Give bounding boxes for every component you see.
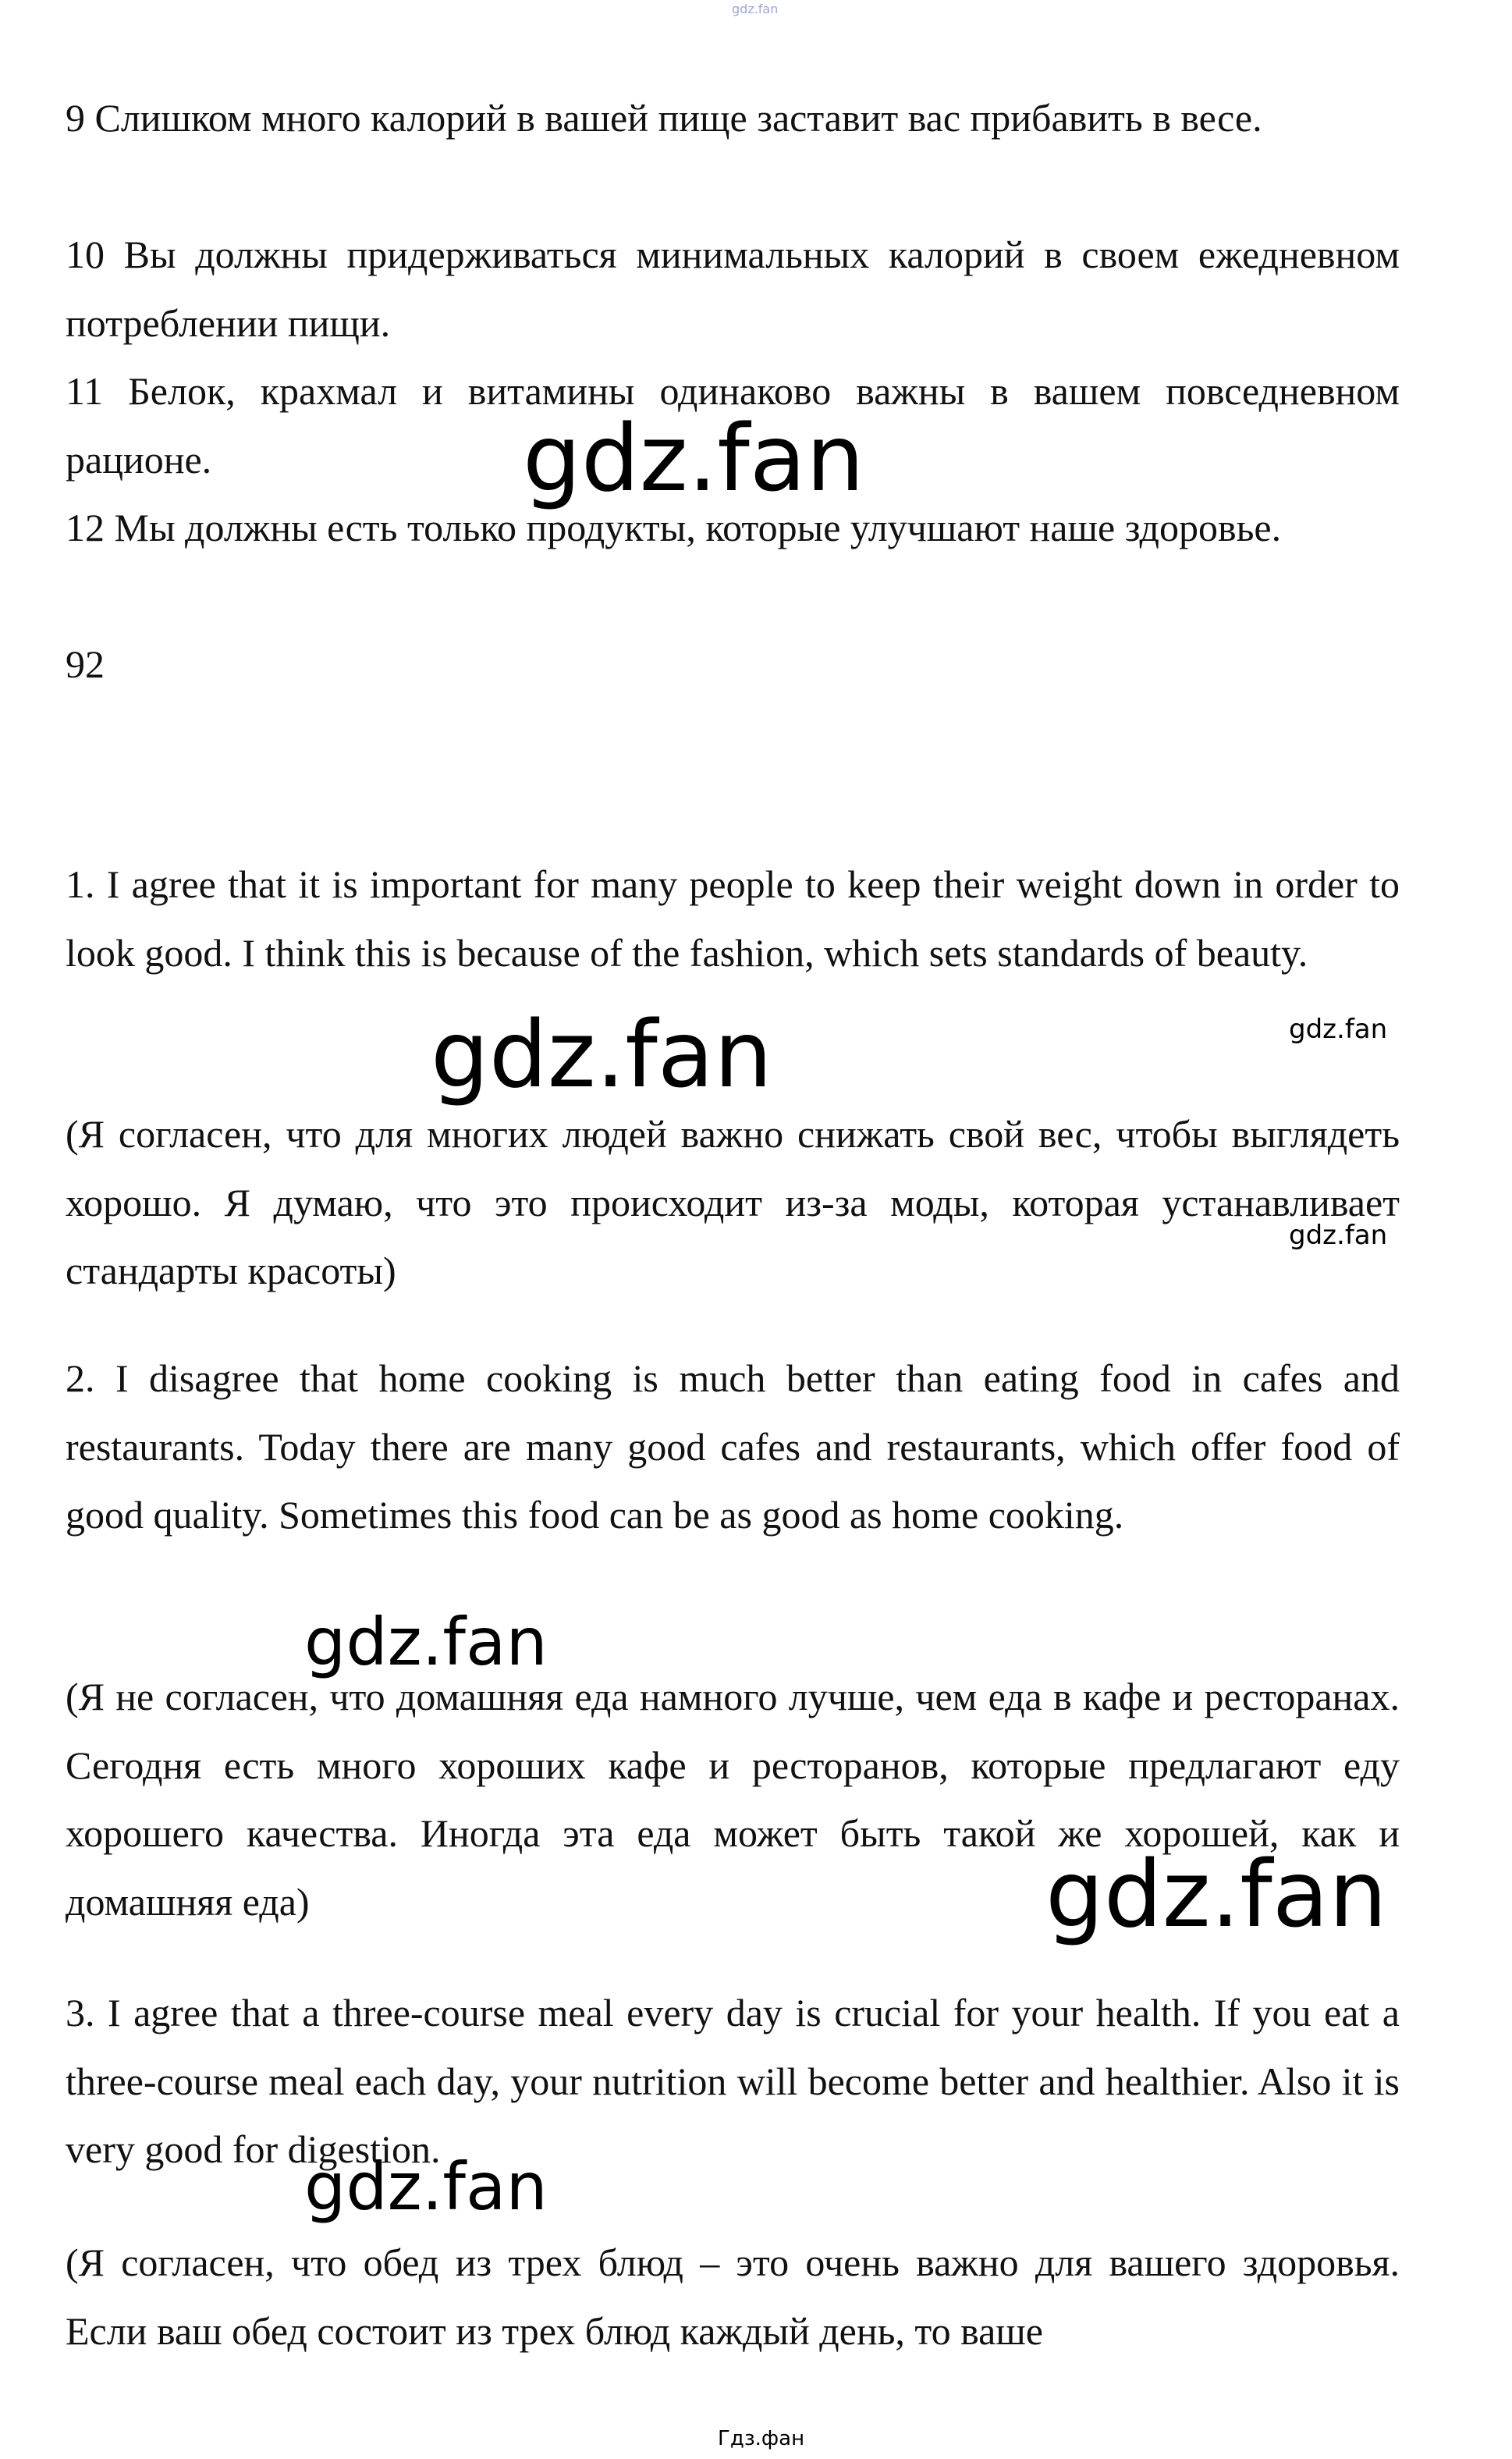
top-watermark: gdz.fan bbox=[732, 2, 779, 16]
answer-3-english: 3. I agree that a three-course meal every day is crucial for your health. If you eat a three-course meal each day, your nutrition will become better and healthier. Also it is very good for digestion. bbox=[66, 1991, 1400, 2171]
item-11: 11 Белок, крахмал и витамины одинаково важны в вашем повседневном рационе. bbox=[66, 369, 1400, 481]
watermark: gdz.fan bbox=[1045, 1840, 1387, 1948]
item-9: 9 Слишком много калорий в вашей пище заставит вас прибавить в весе. bbox=[66, 96, 1262, 140]
watermark: gdz.fan bbox=[304, 2148, 548, 2225]
watermark: gdz.fan bbox=[431, 1000, 772, 1108]
item-12: 12 Мы должны есть только продукты, которые улучшают наше здоровье. bbox=[66, 506, 1282, 549]
answer-1-english: 1. I agree that it is important for many people to keep their weight down in order to look good. I think this is because of the fashion, which sets standards of beauty. bbox=[66, 862, 1400, 975]
watermark: gdz.fan bbox=[1289, 1014, 1388, 1045]
answer-1-russian: (Я согласен, что для многих людей важно снижать свой вес, чтобы выглядеть хорошо. Я думаю, что это происходит из-за моды, которая устанавливает стандарты красоты) bbox=[66, 1112, 1400, 1292]
page-number: 92 bbox=[66, 642, 105, 686]
answer-2-russian: (Я не согласен, что домашняя еда намного лучше, чем еда в кафе и ресторанах. Сегодня есть много хороших кафе и ресторанов, которые предлагают еду хорошего качества. Иногда эта еда может быть такой же хорошей, как и домашняя еда) bbox=[66, 1675, 1400, 1924]
watermark: gdz.fan bbox=[304, 1604, 548, 1680]
item-10: 10 Вы должны придерживаться минимальных калорий в своем ежедневном потреблении пищи. bbox=[66, 233, 1400, 345]
answer-2-english: 2. I disagree that home cooking is much better than eating food in cafes and restaurants. Today there are many good cafes and restaurants, which offer food of good quality. Sometimes this food can be as good as home cooking. bbox=[66, 1356, 1400, 1537]
watermark: gdz.fan bbox=[1289, 1220, 1388, 1251]
answer-3-russian: (Я согласен, что обед из трех блюд – это очень важно для вашего здоровья. Если ваш обед состоит из трех блюд каждый день, то ваше bbox=[66, 2240, 1400, 2353]
watermark: gdz.fan bbox=[523, 404, 864, 512]
footer-watermark: Гдз.фан bbox=[718, 2427, 805, 2450]
